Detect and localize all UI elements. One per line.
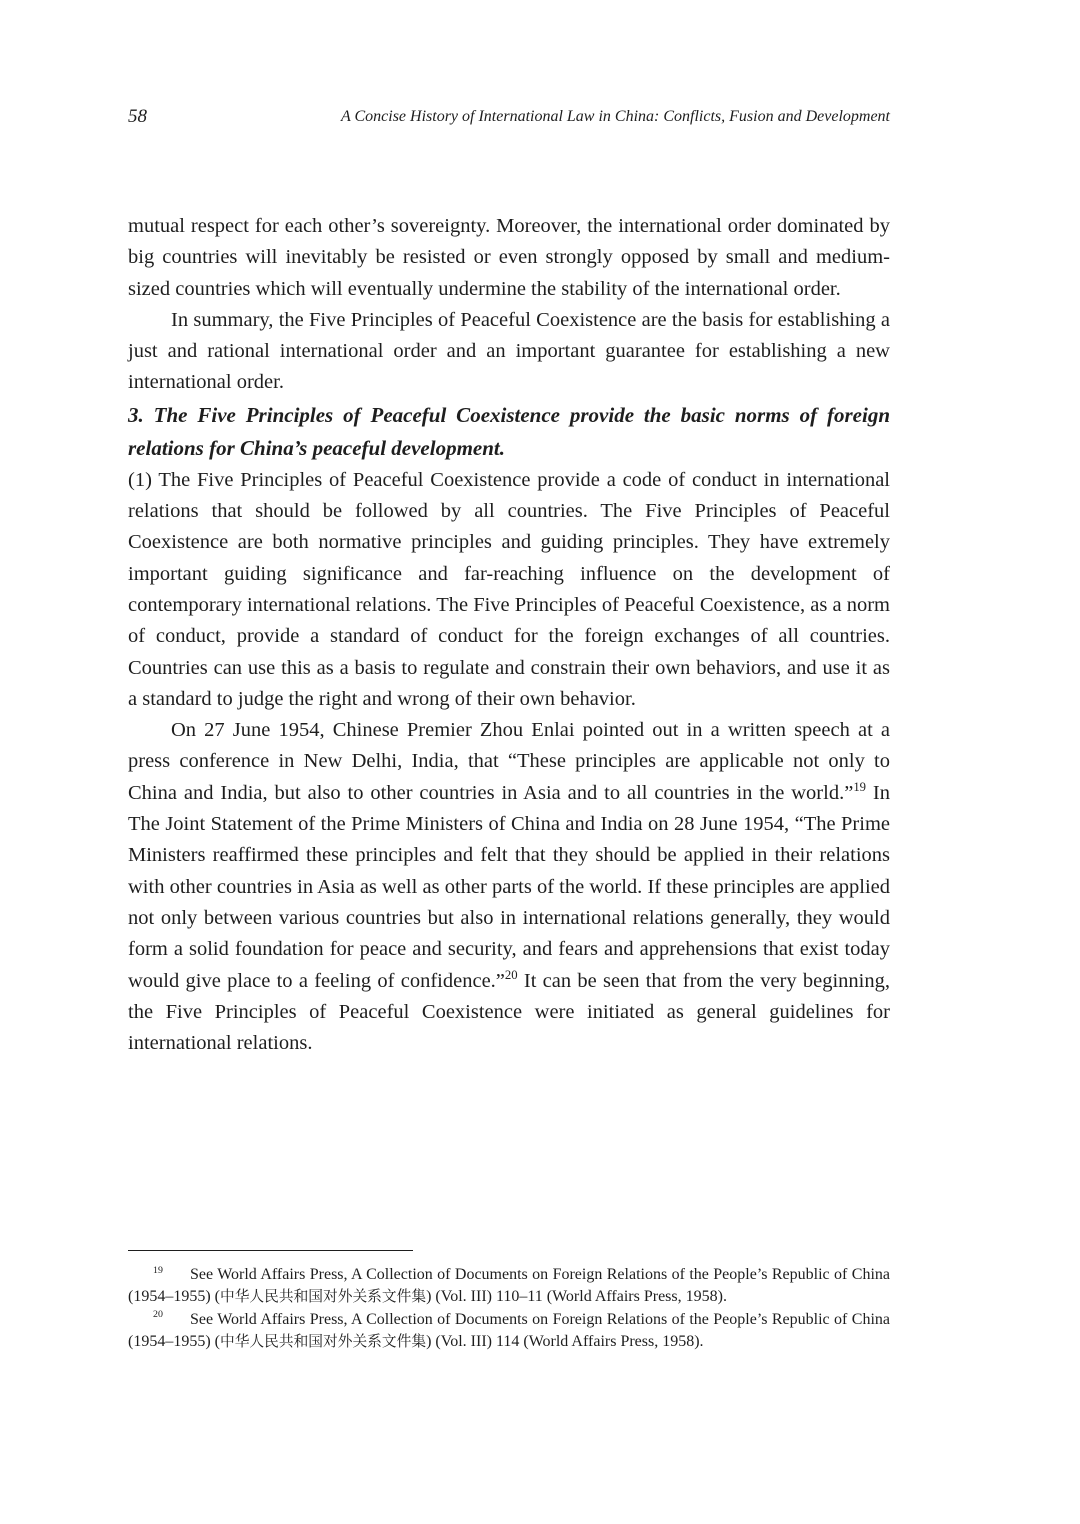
footnote-text: See World Affairs Press, A Collection of Documents on Foreign Relations of the People’s Republic of China (1954–1955) ( — [128, 1310, 890, 1350]
page-number: 58 — [128, 106, 147, 127]
paragraph-continued: mutual respect for each other’s sovereignty. Moreover, the international order dominated by big countries will inevitably be resisted or even strongly opposed by small and medium-sized countries which will eventually undermine the stability of the international order. — [128, 215, 890, 300]
footnote-text: See World Affairs Press, A Collection of Documents on Foreign Relations of the People’s Republic of China (1954–1955) ( — [128, 1266, 890, 1306]
section-heading: 3. The Five Principles of Peaceful Coexistence provide the basic norms of foreign relations for China’s peaceful development. — [128, 402, 890, 460]
footnote-reference[interactable]: 19 — [853, 779, 867, 794]
paragraph-code-of-conduct: (1) The Five Principles of Peaceful Coexistence provide a code of conduct in international relations that should be followed by all countries. The Five Principles of Peaceful Coexistence are both normative principles and guiding principles. They have extremely important guiding significance and far-reaching influence on the development of contemporary international relations. The Five Principles of Peaceful Coexistence, as a norm of conduct, provide a standard of conduct for the foreign exchanges of all countries. Countries can use this as a basis to regulate and constrain their own behaviors, and use it as a standard to judge the right and wrong of their own behavior. — [128, 468, 890, 710]
paragraph-summary: In summary, the Five Principles of Peaceful Coexistence are the basis for establishing a just and rational international order and an important guarantee for establishing a new international order. — [128, 308, 890, 394]
footnote: 20 See World Affairs Press, A Collection of Documents on Foreign Relations of the People’s Republic of China (1954–1955) (中华人民共和国对外关系文件集) (Vol. III) 114 (World Affairs Press, 1958). — [128, 1309, 890, 1350]
book-title: A Concise History of International Law in China: Conflicts, Fusion and Development — [340, 108, 890, 125]
footnote: 19 See World Affairs Press, A Collection of Documents on Foreign Relations of the People’s Republic of China (1954–1955) (中华人民共和国对外关系文件集) (Vol. III) 110–11 (World Affairs Press, 1958). — [128, 1264, 890, 1306]
footnote-divider — [128, 1250, 413, 1251]
body-text — [128, 211, 890, 1059]
footnote-chinese-title: 中华人民共和国对外关系文件集 — [219, 1288, 427, 1306]
footnote-reference[interactable]: 20 — [504, 967, 518, 982]
footnote-text: ) (Vol. III) 110–11 (World Affairs Press, 1958). — [426, 1288, 727, 1306]
paragraph-text: In The Joint Statement of the Prime Ministers of China and India on 28 June 1954, “The Prime Ministers reaffirmed these principles and felt that they should be applied in their relations with other countries in Asia as well as other parts of the world. If these principles are applied not only between various countries but also in international relations generally, they would form a solid foundation for peace and security, and fears and apprehensions that exist today would give place to a feeling of confidence.” — [128, 781, 890, 992]
footnote-chinese-title: 中华人民共和国对外关系文件集 — [219, 1332, 427, 1350]
footnote-text: ) (Vol. III) 114 (World Affairs Press, 1958). — [426, 1332, 704, 1350]
paragraph-text: On 27 June 1954, Chinese Premier Zhou Enlai pointed out in a written speech at a press conference in New Delhi, India, that “These principles are applicable not only to China and India, but also to other countries in Asia and to all countries in the world.” — [128, 719, 890, 804]
footnotes — [128, 1264, 890, 1353]
paragraph-text: It can be seen that from the very beginning, the Five Principles of Peaceful Coexistence were initiated as general guidelines for international relations. — [128, 969, 891, 1055]
running-head — [128, 104, 890, 130]
paragraph-zhou-enlai — [128, 715, 890, 1059]
